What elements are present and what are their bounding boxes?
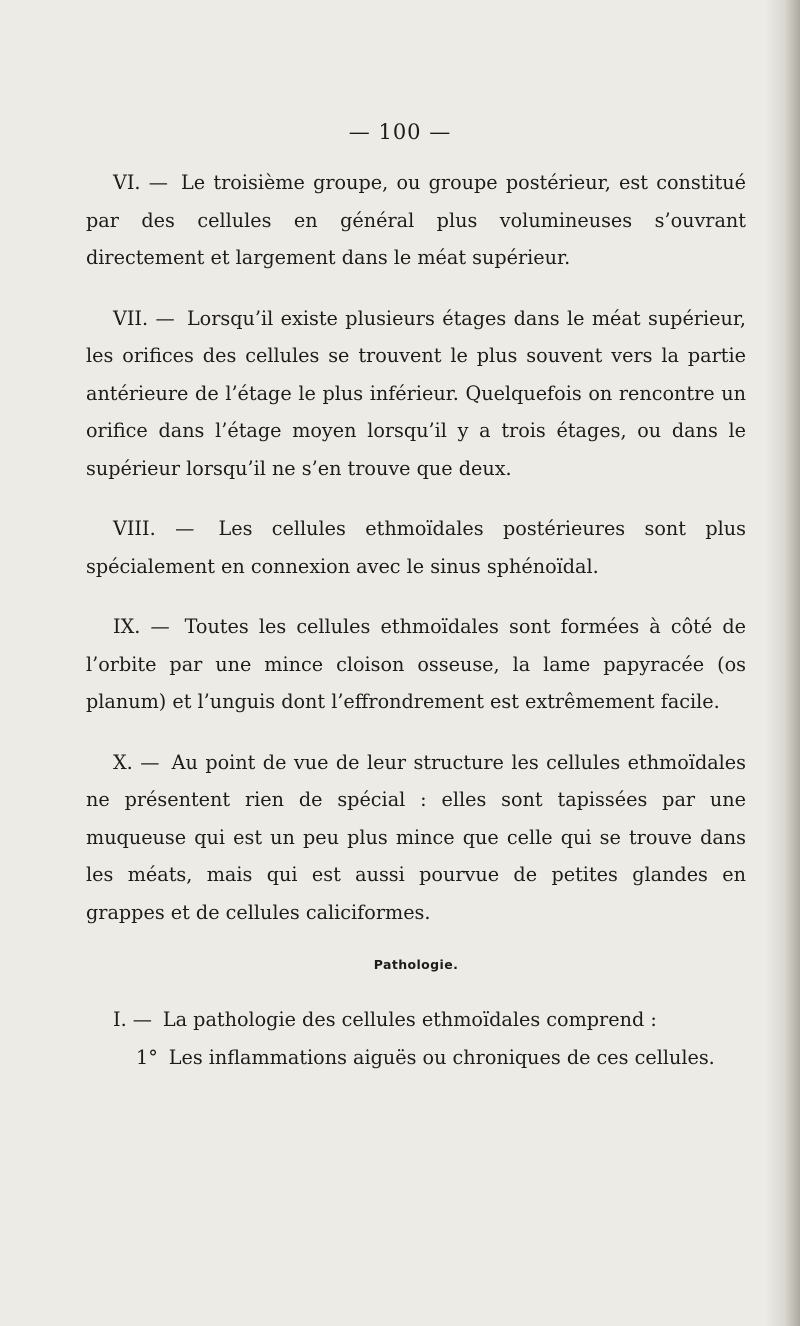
paragraph-text: Lorsqu’il existe plusieurs étages dans le méat supérieur, les orifices des cellules se trouvent le plus souvent vers la partie antérieure de l’étage le plus inférieur. Quelquefois on rencontre un orifice dans l’étage moyen lorsqu’il y a trois étages, ou dans le supérieur lorsqu’il ne s’en trouve que deux. bbox=[86, 306, 746, 480]
paragraph-vii bbox=[86, 300, 746, 488]
paragraph-number: IX. — bbox=[113, 615, 170, 638]
paragraph-number: VIII. — bbox=[113, 517, 195, 540]
paragraph-text: Toutes les cellules ethmoïdales sont formées à côté de l’orbite par une mince cloison osseuse, la lame papyracée (os planum) et l’unguis dont l’effrondrement est extrêmement facile. bbox=[86, 615, 746, 713]
page-number: — 100 — bbox=[348, 120, 452, 144]
paragraph-text: Le troisième groupe, ou groupe postérieur, est constitué par des cellules en général plus volumineuses s’ouvrant directement et largement dans le méat supérieur. bbox=[86, 171, 746, 269]
paragraph-i bbox=[86, 1001, 746, 1039]
list-item-marker: 1° bbox=[136, 1045, 158, 1069]
section-heading: Pathologie. bbox=[373, 957, 459, 972]
paragraph-vi bbox=[86, 164, 746, 277]
paragraph-text: La pathologie des cellules ethmoïdales comprend : bbox=[162, 1008, 657, 1031]
paragraph-x bbox=[86, 744, 746, 932]
paragraph-number: I. — bbox=[113, 1008, 152, 1031]
list-item-text: Les inflammations aiguës ou chroniques de ces cellules. bbox=[168, 1045, 715, 1069]
paragraph-number: VII. — bbox=[113, 306, 175, 330]
paragraph-text: Au point de vue de leur structure les cellules ethmoïdales ne présentent rien de spécial : elles sont tapissées par une muqueuse qui est un peu plus mince que celle qui se trouve dans les méats, mais qui est aussi pourvue de petites glandes en grappes et de cellules caliciformes. bbox=[86, 750, 747, 924]
list-item bbox=[86, 1039, 746, 1077]
paragraph-viii bbox=[86, 510, 746, 585]
page-edge-shadow bbox=[766, 0, 800, 1326]
paragraph-number: X. — bbox=[113, 750, 160, 774]
paragraph-number: VI. — bbox=[113, 171, 168, 194]
paragraph-ix bbox=[86, 608, 746, 721]
paragraph-text: Les cellules ethmoïdales postérieures sont plus spécialement en connexion avec le sinus sphénoïdal. bbox=[86, 517, 747, 578]
body-text bbox=[86, 164, 746, 1076]
